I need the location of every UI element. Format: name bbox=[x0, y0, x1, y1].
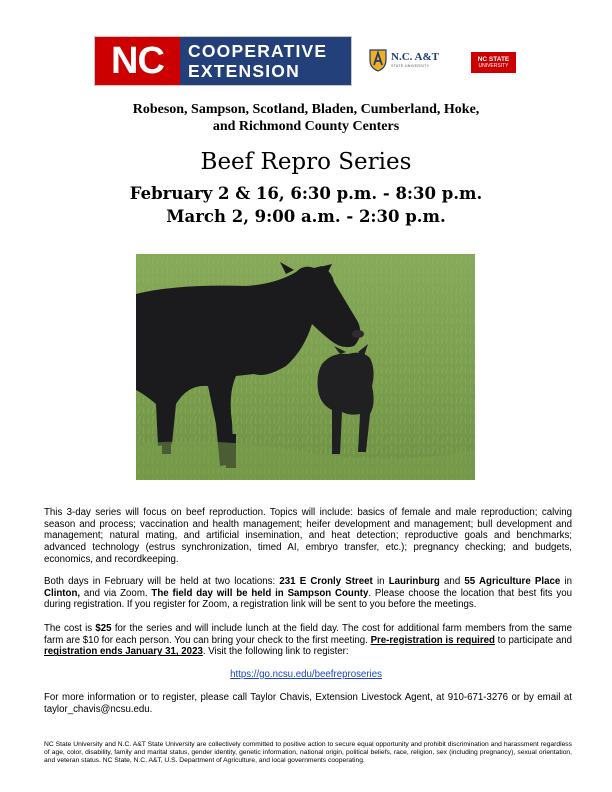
counties-line-2: and Richmond County Centers bbox=[212, 119, 400, 134]
nc-state-name: NC STATE bbox=[477, 56, 510, 63]
p3-text-b: for the series and will include lunch at the field day. The cost for additional farm members from the same farm are $10 for each person. You can bring your check to the first meeting. bbox=[44, 623, 572, 646]
p2-text-d: in bbox=[560, 576, 572, 587]
field-day-location: The field day will be held in Sampson County bbox=[151, 587, 369, 599]
cow-calf-illustration bbox=[136, 254, 475, 480]
cost-paragraph bbox=[44, 623, 572, 658]
aggie-shield-icon bbox=[368, 48, 388, 72]
nc-logo-wordmark bbox=[180, 37, 351, 85]
p2-text-e: and via Zoom. bbox=[80, 587, 152, 599]
cow-and-calf-photo bbox=[136, 254, 475, 480]
p3-text-d: . Visit the following link to register: bbox=[202, 646, 349, 658]
nc-logo-abbr: NC bbox=[95, 37, 180, 85]
town-2: Clinton, bbox=[44, 587, 81, 599]
series-description: This 3-day series will focus on beef reproduction. Topics will include: basics of female and male reproduction; calving season and process; vaccination and health management; heifer development and management; bull development and management; natural mating, and artificial insemination, and heat detection; reproductive goals and benchmarks; advanced technology (estrus synchronization, timed AI, embryo transfer, etc.); pregnancy checking; and budgets, economics, and recordkeeping. bbox=[44, 507, 572, 565]
event-date-march: March 2, 9:00 a.m. - 2:30 p.m. bbox=[166, 207, 446, 226]
p2-text-a: Both days in February will be held at two locations: bbox=[44, 576, 280, 587]
nc-logo-line2: EXTENSION bbox=[188, 61, 300, 81]
nc-state-logo bbox=[471, 52, 516, 73]
county-centers-heading bbox=[0, 101, 612, 135]
preregistration-required: Pre-registration is required bbox=[370, 634, 495, 646]
p3-text-a: The cost is bbox=[44, 623, 96, 634]
event-title: Beef Repro Series bbox=[200, 149, 412, 175]
nc-at-sub: STATE UNIVERSITY bbox=[391, 64, 430, 68]
event-date-february: February 2 & 16, 6:30 p.m. - 8:30 p.m. bbox=[129, 184, 483, 203]
nondiscrimination-statement: NC State University and N.C. A&T State University are collectively committed to positive action to secure equal opportunity and prohibit discrimination and harassment regardless of age, color, disability, family and marital status, gender identity, genetic information, national origin, political beliefs, race, religion, sex (including pregnancy), sexual orientation, and veteran status. NC State, N.C. A&T, U.S. Department of Agriculture, and local governments cooperating. bbox=[44, 741, 572, 765]
town-1: Laurinburg bbox=[388, 576, 440, 587]
location-1: 231 E Cronly Street bbox=[279, 576, 373, 587]
registration-deadline: registration ends January 31, 2023 bbox=[44, 646, 203, 658]
nc-at-logo bbox=[368, 48, 439, 72]
p2-text-b: in bbox=[372, 576, 389, 587]
nc-state-sub: UNIVERSITY bbox=[478, 63, 509, 69]
p2-text-f: . Please choose the location that best fits you during registration. If you register for Zoom, a registration link will be sent to you before the meetings. bbox=[44, 587, 572, 611]
p3-text-c: to participate and bbox=[494, 634, 573, 646]
nc-at-name: N.C. A&T bbox=[391, 51, 439, 63]
registration-link[interactable]: https://go.ncsu.edu/beefreproseries bbox=[230, 669, 382, 680]
counties-line-1: Robeson, Sampson, Scotland, Bladen, Cumberland, Hoke, bbox=[132, 102, 480, 117]
location-2: 55 Agriculture Place bbox=[464, 576, 561, 587]
nc-logo-line1: COOPERATIVE bbox=[188, 41, 328, 61]
nc-cooperative-extension-logo bbox=[94, 36, 352, 86]
p2-text-c: and bbox=[439, 576, 465, 587]
contact-paragraph: For more information or to register, please call Taylor Chavis, Extension Livestock Agent, at 910-671-3276 or by email at taylor_chavis@ncsu.edu. bbox=[44, 692, 572, 715]
locations-paragraph bbox=[44, 576, 572, 611]
cost-value: $25 bbox=[95, 623, 112, 634]
registration-link-line bbox=[0, 669, 612, 680]
